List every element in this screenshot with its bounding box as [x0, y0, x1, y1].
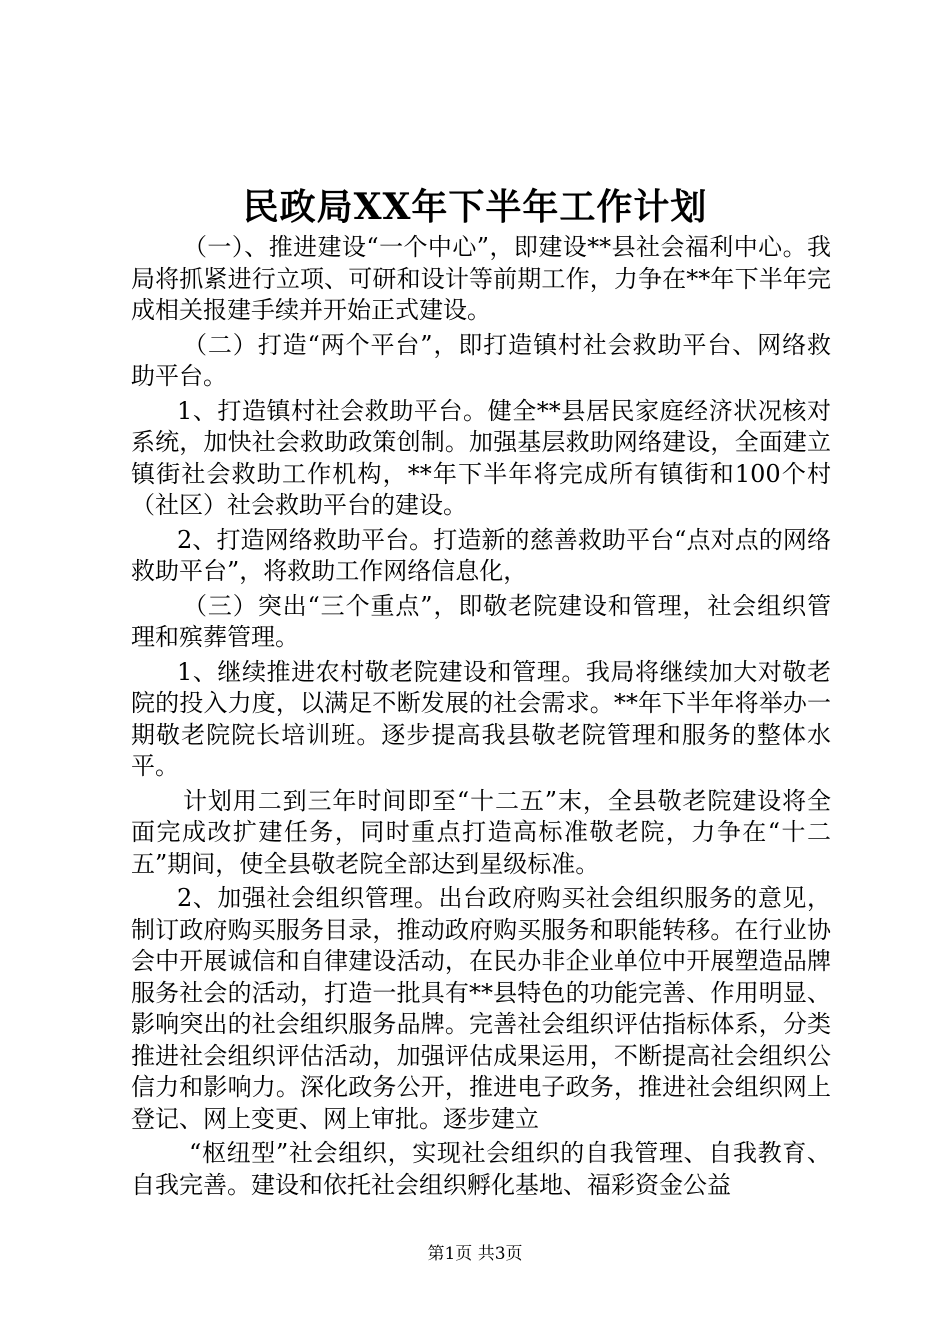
paragraph-platform-1: 1、打造镇村社会救助平台。健全**县居民家庭经济状况核对系统，加快社会救助政策创制。加强基层救助网络建设，全面建立镇街社会救助工作机构，**年下半年将完成所有镇街和100个村（社区）社会救助平台的建设。 [131, 396, 831, 519]
paragraph-focus-2: 2、加强社会组织管理。出台政府购买社会组织服务的意见，制订政府购买服务目录，推动政府购买服务和职能转移。在行业协会中开展诚信和自律建设活动，在民办非企业单位中开展塑造品牌服务社会的活动，打造一批具有**县特色的功能完善、作用明显、影响突出的社会组织服务品牌。完善社会组织评估指标体系，分类推进社会组织评估活动，加强评估成果运用，不断提高社会组织公信力和影响力。深化政务公开，推进电子政务，推进社会组织网上登记、网上变更、网上审批。逐步建立 [131, 884, 831, 1133]
paragraph-focus-1: 1、继续推进农村敬老院建设和管理。我局将继续加大对敬老院的投入力度，以满足不断发展的社会需求。**年下半年将举办一期敬老院院长培训班。逐步提高我县敬老院管理和服务的整体水平。 [131, 657, 831, 780]
paragraph-section-2: （二）打造“两个平台”，即打造镇村社会救助平台、网络救助平台。 [131, 330, 831, 390]
document-body [131, 232, 831, 1201]
paragraph-platform-2: 2、打造网络救助平台。打造新的慈善救助平台“点对点的网络救助平台”，将救助工作网络信息化， [131, 525, 831, 585]
paragraph-plan: 计划用二到三年时间即至“十二五”末，全县敬老院建设将全面完成改扩建任务，同时重点打造高标准敬老院，力争在“十二五”期间，使全县敬老院全部达到星级标准。 [131, 786, 831, 878]
page-footer: 第1页 共3页 [427, 1244, 523, 1264]
paragraph-hub: “枢纽型”社会组织，实现社会组织的自我管理、自我教育、自我完善。建设和依托社会组织孵化基地、福彩资金公益 [131, 1139, 831, 1199]
paragraph-section-3: （三）突出“三个重点”，即敬老院建设和管理，社会组织管理和殡葬管理。 [131, 591, 831, 651]
paragraph-section-1: （一）、推进建设“一个中心”，即建设**县社会福利中心。我局将抓紧进行立项、可研和设计等前期工作，力争在**年下半年完成相关报建手续并开始正式建设。 [131, 233, 831, 324]
document-title: 民政局XX年下半年工作计划 [242, 186, 708, 228]
